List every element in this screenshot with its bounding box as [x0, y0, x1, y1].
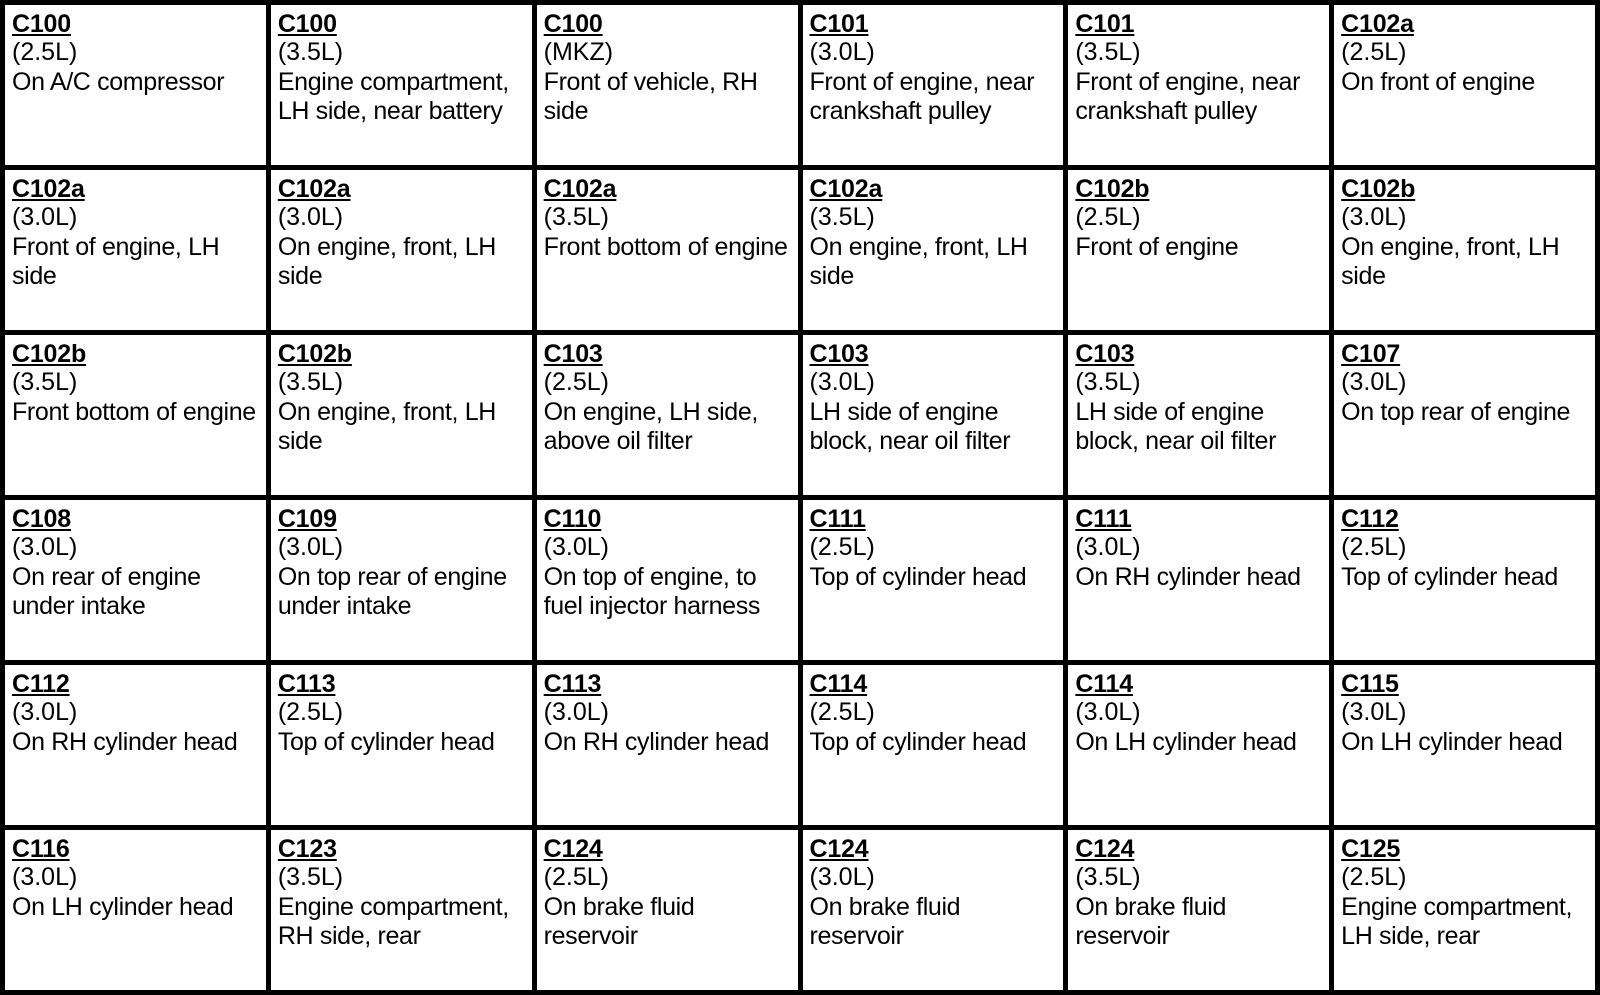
connector-id: C100 — [543, 10, 603, 38]
table-cell — [5, 335, 271, 500]
connector-id: C102b — [1075, 175, 1150, 203]
location-description: On brake fluid reservoir — [543, 893, 695, 951]
connector-id: C111 — [1075, 505, 1132, 533]
table-cell — [1068, 170, 1334, 335]
engine-variant: (2.5L) — [543, 863, 609, 892]
engine-variant: (3.5L) — [543, 203, 609, 232]
location-description: Front of vehicle, RH side — [543, 68, 758, 126]
table-cell — [803, 5, 1069, 170]
engine-variant: (2.5L) — [809, 533, 875, 562]
table-cell — [537, 830, 803, 995]
engine-variant: (3.0L) — [543, 533, 609, 562]
table-cell — [5, 500, 271, 665]
connector-id: C102b — [12, 340, 87, 368]
location-description: On engine, front, LH side — [809, 233, 1028, 291]
location-description: On LH cylinder head — [1075, 728, 1297, 757]
table-cell — [5, 665, 271, 830]
engine-variant: (3.0L) — [12, 203, 78, 232]
location-description: On rear of engine under intake — [12, 563, 201, 621]
connector-id: C103 — [809, 340, 869, 368]
engine-variant: (3.0L) — [1341, 203, 1407, 232]
table-cell — [271, 170, 537, 335]
engine-variant: (2.5L) — [1341, 863, 1407, 892]
table-cell — [537, 5, 803, 170]
location-description: Top of cylinder head — [1341, 563, 1558, 592]
location-description: Engine compartment, LH side, near battery — [277, 68, 509, 126]
table-cell — [271, 830, 537, 995]
connector-id: C112 — [1341, 505, 1399, 533]
table-cell — [1334, 665, 1600, 830]
location-description: LH side of engine block, near oil filter — [1075, 398, 1277, 456]
table-cell — [803, 170, 1069, 335]
table-cell — [803, 335, 1069, 500]
location-description: Front bottom of engine — [12, 398, 256, 427]
engine-variant: (3.0L) — [1341, 698, 1407, 727]
location-description: On top rear of engine — [1341, 398, 1571, 427]
engine-variant: (2.5L) — [1341, 533, 1407, 562]
engine-variant: (3.0L) — [12, 533, 78, 562]
connector-id: C111 — [809, 505, 866, 533]
location-description: On LH cylinder head — [1341, 728, 1563, 757]
connector-id: C102a — [543, 175, 617, 203]
location-description: On brake fluid reservoir — [809, 893, 961, 951]
location-description: On brake fluid reservoir — [1075, 893, 1227, 951]
engine-variant: (3.5L) — [277, 38, 344, 67]
location-description: On A/C compressor — [12, 68, 225, 97]
table-cell — [5, 830, 271, 995]
table-cell — [803, 830, 1069, 995]
engine-variant: (2.5L) — [543, 368, 609, 397]
table-cell — [1068, 335, 1334, 500]
location-description: Top of cylinder head — [277, 728, 495, 757]
engine-variant: (3.0L) — [277, 203, 344, 232]
table-cell — [537, 335, 803, 500]
location-description: Front of engine, near crankshaft pulley — [809, 68, 1035, 126]
connector-id: C109 — [277, 505, 337, 533]
location-description: On front of engine — [1341, 68, 1535, 97]
connector-id: C123 — [277, 835, 337, 863]
table-cell — [537, 500, 803, 665]
table-cell — [1334, 335, 1600, 500]
engine-variant: (3.5L) — [1075, 863, 1141, 892]
location-description: Engine compartment, LH side, rear — [1341, 893, 1573, 951]
engine-variant: (3.0L) — [1075, 533, 1141, 562]
engine-variant: (3.5L) — [277, 368, 344, 397]
engine-variant: (MKZ) — [543, 38, 614, 67]
location-description: On RH cylinder head — [1075, 563, 1301, 592]
table-cell — [1068, 5, 1334, 170]
connector-id: C101 — [1075, 10, 1135, 38]
connector-id: C102a — [12, 175, 85, 203]
connector-id: C101 — [809, 10, 869, 38]
location-description: Front of engine — [1075, 233, 1239, 262]
engine-variant: (3.0L) — [277, 533, 344, 562]
connector-id: C100 — [277, 10, 337, 38]
engine-variant: (3.0L) — [12, 863, 78, 892]
engine-variant: (3.5L) — [1075, 368, 1141, 397]
engine-variant: (3.0L) — [809, 863, 875, 892]
engine-variant: (3.0L) — [543, 698, 609, 727]
location-description: On engine, LH side, above oil filter — [543, 398, 758, 456]
table-cell — [271, 335, 537, 500]
table-cell — [537, 170, 803, 335]
table-cell — [803, 500, 1069, 665]
connector-id: C103 — [543, 340, 603, 368]
location-description: Engine compartment, RH side, rear — [277, 893, 509, 951]
connector-id: C107 — [1341, 340, 1401, 368]
location-description: Front bottom of engine — [543, 233, 788, 262]
table-cell — [5, 170, 271, 335]
table-cell — [1334, 170, 1600, 335]
location-description: On top rear of engine under intake — [277, 563, 507, 621]
table-cell — [1068, 500, 1334, 665]
table-cell — [1068, 665, 1334, 830]
location-description: Top of cylinder head — [809, 728, 1027, 757]
table-cell — [1068, 830, 1334, 995]
connector-id: C116 — [12, 835, 70, 863]
connector-id: C115 — [1341, 670, 1399, 698]
table-cell — [803, 665, 1069, 830]
connector-id: C113 — [543, 670, 602, 698]
table-cell — [271, 665, 537, 830]
table-cell — [537, 665, 803, 830]
connector-id: C103 — [1075, 340, 1135, 368]
location-description: On RH cylinder head — [12, 728, 238, 757]
engine-variant: (3.5L) — [12, 368, 78, 397]
table-cell — [271, 500, 537, 665]
table-cell — [1334, 5, 1600, 170]
connector-id: C124 — [809, 835, 869, 863]
connector-id: C108 — [12, 505, 71, 533]
connector-id: C102a — [1341, 10, 1414, 38]
engine-variant: (3.0L) — [1075, 698, 1141, 727]
table-cell — [271, 5, 537, 170]
engine-variant: (2.5L) — [1341, 38, 1407, 67]
location-description: On engine, front, LH side — [1341, 233, 1560, 291]
location-description: On LH cylinder head — [12, 893, 234, 922]
location-description: On RH cylinder head — [543, 728, 770, 757]
connector-id: C112 — [12, 670, 70, 698]
engine-variant: (2.5L) — [1075, 203, 1141, 232]
connector-id: C102b — [1341, 175, 1416, 203]
connector-id: C114 — [1075, 670, 1133, 698]
table-cell — [1334, 500, 1600, 665]
connector-id: C125 — [1341, 835, 1401, 863]
table-cell — [5, 5, 271, 170]
engine-variant: (3.5L) — [277, 863, 344, 892]
connector-id: C102a — [809, 175, 883, 203]
engine-variant: (3.5L) — [1075, 38, 1141, 67]
engine-variant: (3.5L) — [809, 203, 875, 232]
engine-variant: (2.5L) — [277, 698, 344, 727]
location-description: Front of engine, near crankshaft pulley — [1075, 68, 1301, 126]
connector-id: C124 — [1075, 835, 1135, 863]
connector-id: C102b — [277, 340, 352, 368]
engine-variant: (3.0L) — [809, 368, 875, 397]
engine-variant: (2.5L) — [809, 698, 875, 727]
location-description: Top of cylinder head — [809, 563, 1027, 592]
location-description: Front of engine, LH side — [12, 233, 220, 291]
location-description: On engine, front, LH side — [277, 398, 496, 456]
table-cell — [1334, 830, 1600, 995]
connector-id: C114 — [809, 670, 868, 698]
engine-variant: (3.0L) — [12, 698, 78, 727]
location-description: On top of engine, to fuel injector harness — [543, 563, 761, 621]
connector-id: C113 — [277, 670, 336, 698]
location-description: LH side of engine block, near oil filter — [809, 398, 1011, 456]
location-description: On engine, front, LH side — [277, 233, 496, 291]
connector-id: C100 — [12, 10, 71, 38]
connector-id: C102a — [277, 175, 351, 203]
engine-variant: (2.5L) — [12, 38, 78, 67]
engine-variant: (3.0L) — [809, 38, 875, 67]
connector-id: C110 — [543, 505, 602, 533]
engine-variant: (3.0L) — [1341, 368, 1407, 397]
connector-id: C124 — [543, 835, 603, 863]
